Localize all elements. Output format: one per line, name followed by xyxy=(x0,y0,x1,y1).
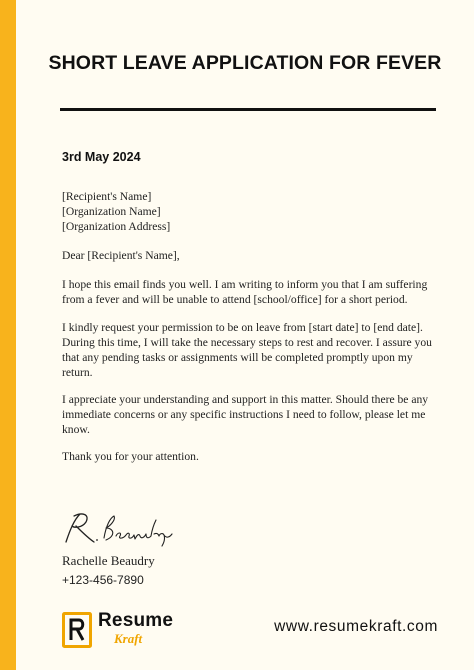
paragraph-line: I appreciate your understanding and support in this matter. Should there be any xyxy=(62,393,429,406)
paragraph-line: return. xyxy=(62,365,93,379)
resumekraft-logo xyxy=(62,610,192,652)
paragraph-line: I hope this email finds you well. I am writing to inform you that I am suffering xyxy=(62,278,428,291)
sender-name: Rachelle Beaudry xyxy=(62,553,155,568)
recipient-name: [Recipient's Name] xyxy=(62,190,152,203)
logo-word-kraft: Kraft xyxy=(114,631,143,646)
logo-word-resume: Resume xyxy=(98,610,174,631)
paragraph-line: I kindly request your permission to be on leave from [start date] to [end date]. xyxy=(62,321,423,334)
title-divider xyxy=(60,108,436,111)
handwritten-signature xyxy=(60,508,180,548)
organization-address: [Organization Address] xyxy=(62,219,171,233)
paragraph-request xyxy=(62,321,432,381)
paragraph-line: from a fever and will be unable to attend [school/office] for a short period. xyxy=(62,292,408,306)
greeting: Dear [Recipient's Name], xyxy=(62,249,180,262)
recipient-block xyxy=(62,190,432,235)
sender-phone: +123-456-7890 xyxy=(62,573,144,587)
letter-date: 3rd May 2024 xyxy=(62,150,141,164)
paragraph-appreciation xyxy=(62,393,432,438)
paragraph-intro xyxy=(62,278,432,308)
closing-line: Thank you for your attention. xyxy=(62,450,199,463)
logo-r-icon xyxy=(62,612,92,648)
paragraph-line: During this time, I will take the necessary steps to rest and recover. I assure you xyxy=(62,335,432,349)
organization-name: [Organization Name] xyxy=(62,204,161,218)
accent-side-bar xyxy=(0,0,16,670)
letter-title: SHORT LEAVE APPLICATION FOR FEVER xyxy=(48,52,442,74)
website-link[interactable]: www.resumekraft.com xyxy=(274,618,438,635)
paragraph-line: that any pending tasks or assignments will be completed promptly upon my xyxy=(62,350,413,364)
paragraph-line: immediate concerns or any specific instructions I need to follow, please let me xyxy=(62,407,426,421)
paragraph-line: know. xyxy=(62,422,90,436)
